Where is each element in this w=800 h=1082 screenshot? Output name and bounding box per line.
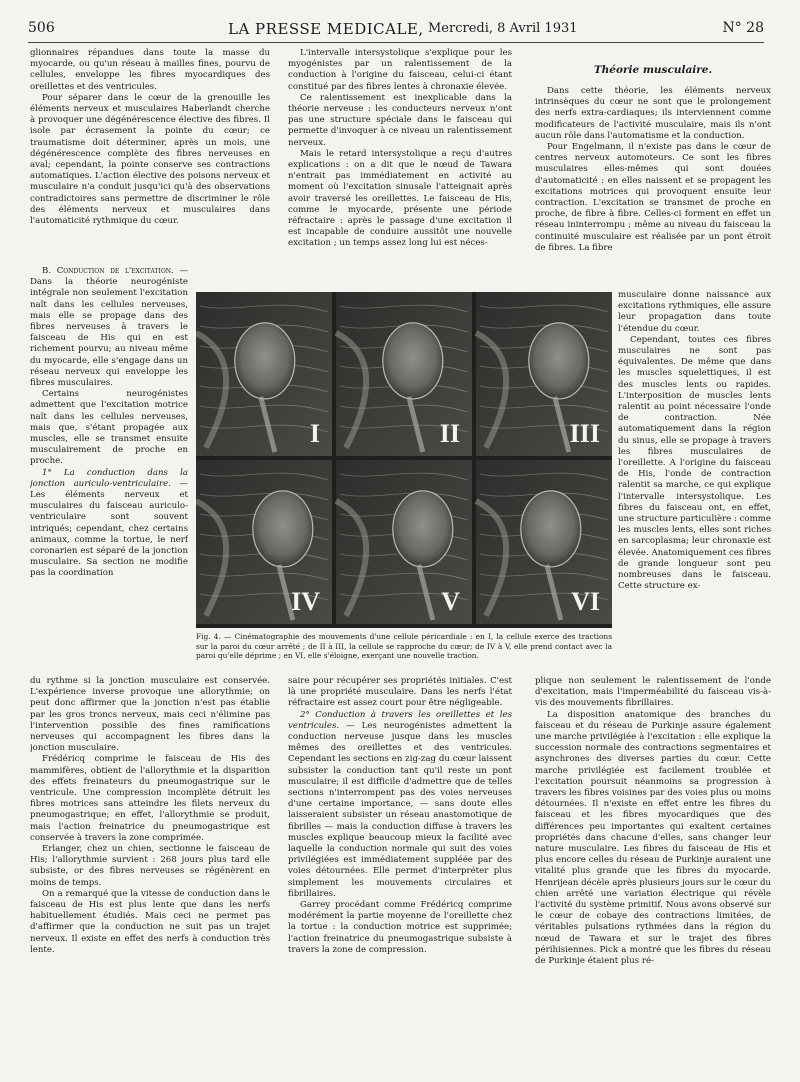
paragraph-text: — Les éléments nerveux et musculaires du faisceau auriculo-ventriculaire sont souvent intriqués; cependant, chez certains animaux, comme la tortue, le nerf coronarien est séparé de la jonction musculaire. Sa section ne modifie pas la coordination — [30, 478, 188, 579]
subsection-heading: 1° La conduction dans la jonction auriculo-ventriculaire. — [30, 467, 188, 489]
page-number: 506 — [28, 20, 55, 36]
paragraph: L'intervalle intersystolique s'explique pour les myogénistes par un ralentissement de la conduction à l'origine du faisceau, celui-ci étant constitué par des fibres lentes à chronaxie élevée. — [288, 48, 512, 92]
paragraph: saire pour récupérer ses propriétés initiales. C'est là une propriété musculaire. Dans les nerfs l'état réfractaire est assez court pour être négligeable. — [288, 676, 512, 709]
paragraph: Pour séparer dans le cœur de la grenouille les éléments nerveux et musculaires Haberlandt cherche à provoquer une dégénérescence élective des fibres. Il isole par écrasement la pointe du cœur; ce traumatisme doit déterminer, après un mois, une dégénérescence complète des fibres nerveuses en aval; cependant, la pointe conserve ses contractions automatiques. L'action élective des poisons nerveux et musculaire n'a conduit jusqu'ici qu'à des observations contradictoires sans permettre de discriminer le rôle des éléments nerveux et musculaires dans l'automaticité rythmique du cœur. — [30, 92, 270, 227]
paragraph: plique non seulement le ralentissement de l'onde d'excitation, mais l'imperméabilité du faisceau vis-à-vis des mouvements fibrillaires. — [535, 676, 771, 709]
micrograph-panel — [476, 292, 612, 456]
column-3-bottom — [535, 676, 771, 1026]
paragraph: du rythme si la jonction musculaire est conservée. L'expérience inverse provoque une allorythmie; on peut donc affirmer que la jonction n'est pas établie par les gros troncs nerveux, mais ceci n'élimine pas l'intervention possible des fines ramifications nerveuses qui accompagnent les fibres dans la jonction musculaire. — [30, 676, 270, 754]
column-1-bottom — [30, 676, 270, 1026]
paragraph: Certains neurogénistes admettent que l'excitation motrice naît dans les cellules nerveuses, mais que, s'étant propagée aux muscles, elle se transmet ensuite musculairement de proche en proche. — [30, 389, 188, 467]
panel-label: IV — [291, 587, 320, 616]
column-3-narrow — [618, 290, 771, 672]
column-2-bottom — [288, 676, 512, 1026]
page-header — [28, 20, 764, 43]
paragraph: On a remarqué que la vitesse de conduction dans le faisceau de His est plus lente que dans les nerfs habituellement étudiés. Mais ceci ne permet pas d'affirmer que la conduction ne suit pas un trajet nerveux. Il existe en effet des nerfs à conduction très lente. — [30, 888, 270, 955]
paragraph: La disposition anatomique des branches du faisceau et du réseau de Purkinje assure également une marche privilégiée à l'excitation : elle explique la succession normale des contractions segmentaires et asynchrones des diverses parties du cœur. Cette marche privilégiée est facilement troublée et l'excitation poursuit néanmoins sa progression à travers les fibres voisines par des voies plus ou moins détournées. Il n'existe en effet entre les fibres du faisceau et les fibres myocardiques que des différences peu importantes qui exaltent certaines propriétés dans chacune d'elles, sans changer leur nature musculaire. Les fibres du faisceau de His et plus encore celles du réseau de Purkinje auraient une vitalité plus grande que les fibres du myocarde. Henrijean décèle après plusieurs jours sur le cœur du chien arrêté une variation électrique qui révèle l'activité du système primitif. Nous avons observé sur le cœur de cobaye des contractions limitées, de véritables pulsations rythmées dans la région du nœud de Tawara et sur le trajet des fibres périhisiennes. Pick a montré que les fibres du réseau de Purkinje étaient plus ré- — [535, 709, 771, 967]
issue-number: N° 28 — [722, 20, 764, 36]
micrograph-panel — [196, 292, 332, 456]
column-1-narrow — [30, 266, 188, 672]
column-1-top — [30, 48, 270, 260]
section-heading: Théorie musculaire. — [593, 64, 713, 76]
paragraph-text: — Les neurogénistes admettent la conduction nerveuse jusque dans les muscles mêmes des oreillettes et des ventricules. Cependant les sections en zig-zag du cœur laissent subsister la conduction tant qu'il reste un pont musculaire; il est difficile d'admettre que de telles sections n'interrompent pas des voies nerveuses d'une certaine importance, — sans doute elles laisseraient subsister un réseau anastomotique de fibrilles — mais la conduction diffuse à travers les muscles explique beaucoup mieux la facilité avec laquelle la conduction normale qui suit des voies privilégiées est immédiatement suppléée par des voies détournées. Elle permet d'interpréter plus simplement les mouvements circulaires et fibrillaires. — [288, 720, 512, 899]
paragraph: Ce ralentissement est inexplicable dans la théorie nerveuse : les conducteurs nerveux n'ont pas une structure spéciale dans le faisceau qui permette d'invoquer à ce niveau un ralentissement nerveux. — [288, 92, 512, 148]
micrograph-panel — [476, 460, 612, 624]
subsection-heading: B. Conduction de l'excitation. — [42, 266, 174, 276]
paragraph: Garrey procédant comme Frédéricq comprime modérément la partie moyenne de l'oreillette chez la tortue : la conduction motrice est supprimée; l'action freinatrice du pneumogastrique subsiste à travers la zone de compression. — [288, 900, 512, 955]
journal-title: LA PRESSE MEDICALE, — [228, 20, 424, 38]
panel-label: I — [309, 419, 320, 448]
paragraph: Mais le retard intersystolique a reçu d'autres explications : on a dit que le nœud de Tawara n'entrait pas immédiatement en activité au moment où l'excitation sinusale l'atteignait après avoir traversé les oreillettes. Le faisceau de His, comme le myocarde, présente une période réfractaire : après le passage d'une excitation il est incapable de conduire aussitôt une nouvelle excitation ; un temps assez long lui est néces- — [288, 148, 512, 249]
issue-date: Mercredi, 8 Avril 1931 — [428, 21, 578, 36]
paragraph: Cependant, toutes ces fibres musculaires ne sont pas équivalentes. De même que dans les muscles squelettiques, il est des muscles lents ou rapides. L'interposition de muscles lents ralentit au point nécessaire l'onde de contraction. Née automatiquement dans la région du sinus, elle se propage à travers les fibres musculaires de l'oreillette. A l'origine du faisceau de His, l'onde de contraction ralentit sa marche, ce qui explique l'intervalle intersystolique. Les fibres du faisceau ont, en effet, une structure particulière : comme les muscles lents, elles sont riches en sarcoplasma; leur chronaxie est élevée. Anatomiquement ces fibres de grande longueur sont peu nombreuses dans le faisceau. Cette structure ex- — [618, 334, 771, 592]
panel-label: VI — [571, 587, 600, 616]
paragraph-text: — Dans la théorie neurogéniste intégrale non seulement l'excitation naît dans les cellules nerveuses, mais elle se propage dans des fibres nerveuses à travers le faisceau de His qui en est richement pourvu; au niveau même du myocarde, elle s'engage dans un réseau nerveux qui enveloppe les fibres musculaires. — [30, 266, 188, 389]
paragraph: musculaire donne naissance aux excitations rythmiques, elle assure leur propagation dans toute l'étendue du cœur. — [618, 290, 771, 334]
micrograph-panel — [336, 460, 472, 624]
panel-label: V — [441, 587, 460, 616]
column-3-top — [535, 86, 771, 286]
panel-label: II — [439, 419, 460, 448]
subsection-heading: 2° Conduction à travers les oreillettes et les ventricules. — [288, 709, 512, 731]
paragraph: Frédéricq comprime le faisceau de His des mammifères, obtient de l'allorythmie et la disparition des effets freinateurs du pneumogastrique sur le ventricule. Une compression incomplète détruit les fibres motrices sans atteindre les filets nerveux du pneumogastrique; en effet, l'allorythmie se produit, mais l'action freinatrice du pneumogastrique est conservée à travers la zone comprimée. — [30, 754, 270, 843]
paragraph: glionnaires répandues dans toute la masse du myocarde, ou qu'un réseau à mailles fines, pourvu de cellules, enveloppe les fibres myocardiques des oreillettes et des ventricules. — [30, 48, 270, 92]
panel-label: III — [569, 419, 600, 448]
micrograph-panel — [336, 292, 472, 456]
paragraph: Erlanger, chez un chien, sectionne le faisceau de His; l'allorythmie survient : 268 jours plus tard elle subsiste, or des fibres nerveuses se régénèrent en moins de temps. — [30, 844, 270, 888]
paragraph: Dans cette théorie, les éléments nerveux intrinsèques du cœur ne sont que le prolongement des nerfs extra-cardiaques; ils interviennent comme modificateurs de l'activité musculaire, mais ils n'ont aucun rôle dans l'automatisme et la conduction. — [535, 86, 771, 141]
column-2-top — [288, 48, 512, 280]
figure-4 — [196, 292, 612, 628]
figure-caption: Fig. 4. — Cinématographie des mouvements d'une cellule péricardiale : en I, la cellule exerce des tractions sur la paroi du cœur arrêté ; de II à III, la cellule se rapproche du cœur; de IV à V, elle prend contact avec la paroi qu'elle déprime ; en VI, elle s'éloigne, exerçant une nouvelle traction. — [196, 632, 612, 661]
paragraph: Pour Engelmann, il n'existe pas dans le cœur de centres nerveux automoteurs. Ce sont les fibres musculaires elles-mêmes qui sont douées d'automaticité : en elles naissent et se propagent les excitations motrices qui provoquent ensuite leur contraction. L'excitation se transmet de proche en proche, de fibre à fibre. Celles-ci forment en effet un réseau ininterrompu ; même au niveau du faisceau la continuité musculaire est réalisée par un pont étroit de fibres. La fibre — [535, 142, 771, 253]
micrograph-panel — [196, 460, 332, 624]
micrograph-panels — [196, 292, 612, 628]
